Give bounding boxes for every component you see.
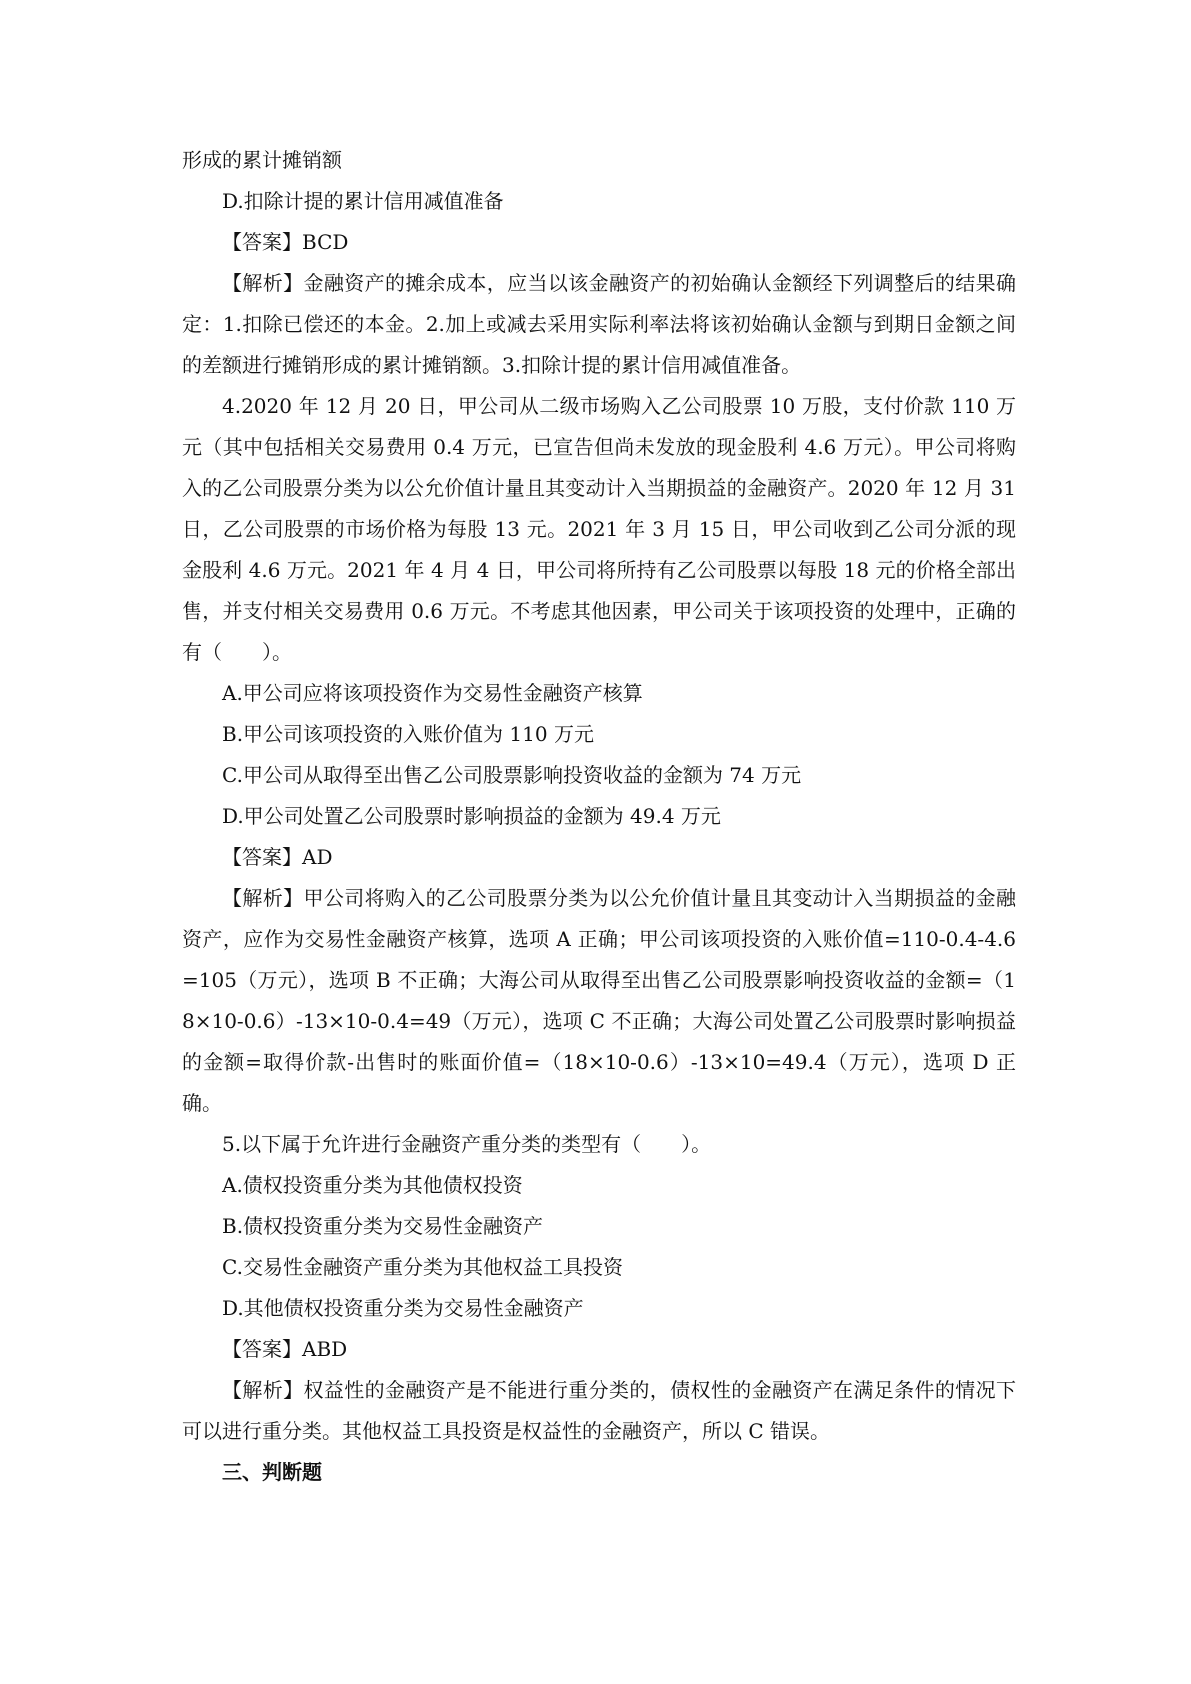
q4-answer: 【答案】AD bbox=[222, 845, 333, 869]
q3-option-d: D.扣除计提的累计信用减值准备 bbox=[222, 189, 504, 213]
q4-option-b: B.甲公司该项投资的入账价值为 110 万元 bbox=[222, 722, 594, 746]
q5-option-a: A.债权投资重分类为其他债权投资 bbox=[222, 1173, 523, 1197]
q4-stem: 4.2020 年 12 月 20 日，甲公司从二级市场购入乙公司股票 10 万股，支付价款 110 万元（其中包括相关交易费用 0.4 万元，已宣告但尚未发放的现金股利 4.6 万元）。甲公司将购入的乙公司股票分类为以公允价值计量且其变动计入当期损益的金融资产。2020 年 12 月 31 日，乙公司股票的市场价格为每股 13 元。2021 年 3 月 15 日，甲公司收到乙公司分派的现金股利 4.6 万元。2021 年 4 月 4 日，甲公司将所持有乙公司股票以每股 18 元的价格全部出售，并支付相关交易费用 0.6 万元。不考虑其他因素，甲公司关于该项投资的处理中，正确的有（ ）。 bbox=[182, 394, 1016, 664]
q4-option-c: C.甲公司从取得至出售乙公司股票影响投资收益的金额为 74 万元 bbox=[222, 763, 802, 787]
document-body bbox=[182, 140, 1016, 1493]
q3-answer: 【答案】BCD bbox=[222, 230, 349, 254]
section-heading: 三、判断题 bbox=[222, 1460, 322, 1484]
q5-option-d: D.其他债权投资重分类为交易性金融资产 bbox=[222, 1296, 584, 1320]
q5-answer: 【答案】ABD bbox=[222, 1337, 348, 1361]
q4-analysis: 【解析】甲公司将购入的乙公司股票分类为以公允价值计量且其变动计入当期损益的金融资产，应作为交易性金融资产核算，选项 A 正确；甲公司该项投资的入账价值=110-0.4-4.6=105（万元），选项 B 不正确；大海公司从取得至出售乙公司股票影响投资收益的金额=（18×10-0.6）-13×10-0.4=49（万元），选项 C 不正确；大海公司处置乙公司股票时影响损益的金额=取得价款-出售时的账面价值=（18×10-0.6）-13×10=49.4（万元），选项 D 正确。 bbox=[182, 886, 1016, 1115]
q5-option-b: B.债权投资重分类为交易性金融资产 bbox=[222, 1214, 544, 1238]
q3-option-c-continuation: 形成的累计摊销额 bbox=[182, 148, 342, 172]
q4-option-d: D.甲公司处置乙公司股票时影响损益的金额为 49.4 万元 bbox=[222, 804, 721, 828]
q5-option-c: C.交易性金融资产重分类为其他权益工具投资 bbox=[222, 1255, 623, 1279]
q5-stem: 5.以下属于允许进行金融资产重分类的类型有（ ）。 bbox=[222, 1132, 712, 1156]
q3-analysis: 【解析】金融资产的摊余成本，应当以该金融资产的初始确认金额经下列调整后的结果确定：1.扣除已偿还的本金。2.加上或减去采用实际利率法将该初始确认金额与到期日金额之间的差额进行摊销形成的累计摊销额。3.扣除计提的累计信用减值准备。 bbox=[182, 271, 1016, 377]
q4-option-a: A.甲公司应将该项投资作为交易性金融资产核算 bbox=[222, 681, 643, 705]
q5-analysis: 【解析】权益性的金融资产是不能进行重分类的，债权性的金融资产在满足条件的情况下可以进行重分类。其他权益工具投资是权益性的金融资产，所以 C 错误。 bbox=[182, 1378, 1016, 1443]
